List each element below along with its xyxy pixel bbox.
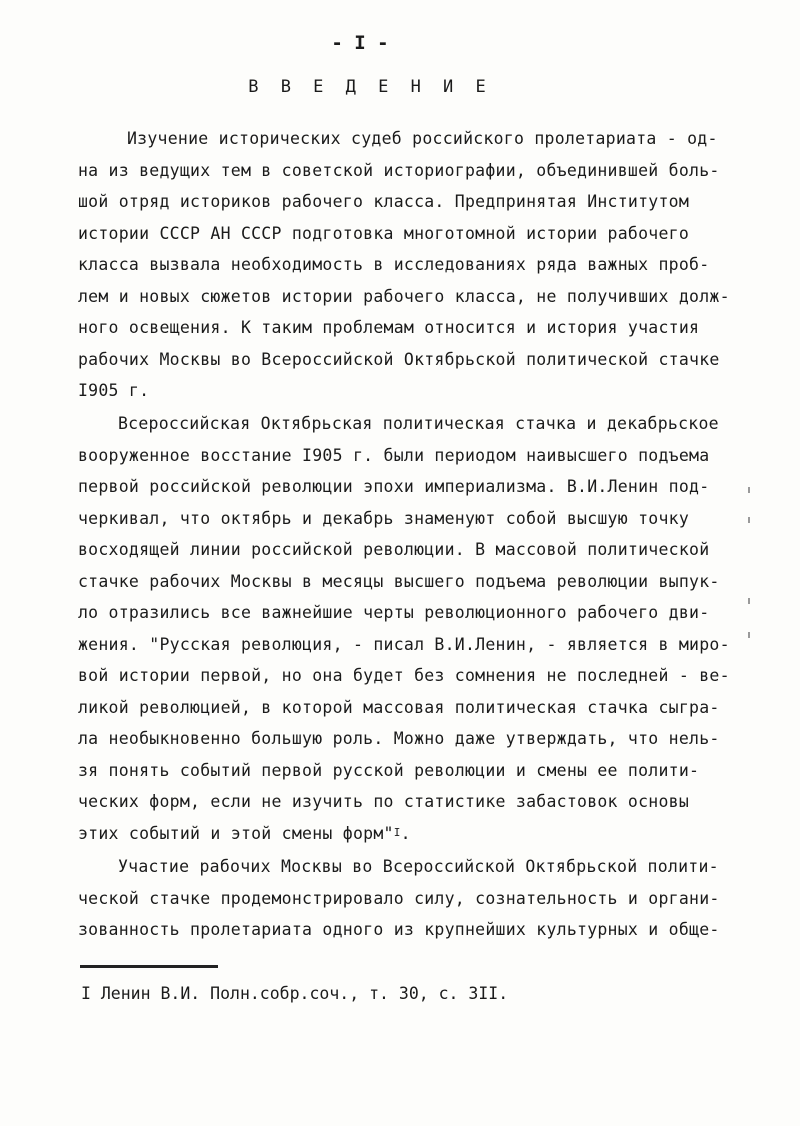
page-number: - I - (331, 32, 389, 54)
text-line: лем и новых сюжетов истории рабочего класса, не получивших долж- (78, 287, 730, 306)
text-line: зованность пролетариата одного из крупнейших культурных и обще- (78, 920, 720, 939)
text-line: I905 г. (78, 381, 150, 400)
section-heading: В В Е Д Е Н И Е (248, 77, 492, 97)
text-line: Изучение исторических судеб российского пролетариата - од- (127, 129, 718, 148)
text-line: ного освещения. К таким проблемам относится и история участия (78, 318, 700, 337)
text-line: шой отряд историков рабочего класса. Предпринятая Институтом (78, 192, 690, 211)
text-line: первой российской революции эпохи империализма. В.И.Ленин под- (78, 477, 710, 496)
line-end-punctuation: . (400, 824, 411, 843)
text-line: вооруженное восстание I905 г. были периодом наивысшего подъема (78, 446, 710, 465)
margin-scan-mark (748, 517, 750, 523)
text-line: ликой революцией, в которой массовая политическая стачка сыгра- (78, 698, 720, 717)
text-line: зя понять событий первой русской революции и смены ее полити- (78, 761, 700, 780)
text-line: Участие рабочих Москвы во Всероссийской Октябрьской полити- (118, 857, 719, 876)
text-line: ло отразились все важнейшие черты революционного рабочего дви- (78, 603, 710, 622)
footnote-separator (80, 965, 218, 968)
text-line: класса вызвала необходимость в исследованиях ряда важных проб- (78, 255, 710, 274)
text-line: Всероссийская Октябрьская политическая стачка и декабрьское (118, 414, 719, 433)
text-line: ческой стачке продемонстрировало силу, сознательность и органи- (78, 889, 720, 908)
text-line: восходящей линии российской революции. В массовой политической (78, 540, 710, 559)
margin-scan-mark (748, 598, 750, 604)
text-line: жения. "Русская революция, - писал В.И.Ленин, - является в миро- (78, 635, 730, 654)
margin-scan-mark (748, 487, 750, 493)
text-line: на из ведущих тем в советской историографии, объединившей боль- (78, 161, 720, 180)
text-line: ла необыкновенно большую роль. Можно даже утверждать, что нель- (78, 729, 720, 748)
footnote-reference: I (393, 826, 401, 839)
text-line: истории СССР АН СССР подготовка многотомной истории рабочего (78, 224, 690, 243)
footnote: I Ленин В.И. Полн.собр.соч., т. 30, с. 3II. (81, 984, 509, 1003)
text-line: вой истории первой, но она будет без сомнения не последней - ве- (78, 666, 730, 685)
margin-scan-mark (748, 632, 750, 638)
text-line: этих событий и этой смены форм" (78, 824, 394, 843)
text-line-with-footnote-ref (78, 823, 411, 847)
text-line: черкивал, что октябрь и декабрь знаменуют собой высшую точку (78, 509, 690, 528)
text-line: стачке рабочих Москвы в месяцы высшего подъема революции выпук- (78, 572, 720, 591)
text-line: ческих форм, если не изучить по статистике забастовок основы (78, 792, 690, 811)
text-line: рабочих Москвы во Всероссийской Октябрьской политической стачке (78, 350, 720, 369)
